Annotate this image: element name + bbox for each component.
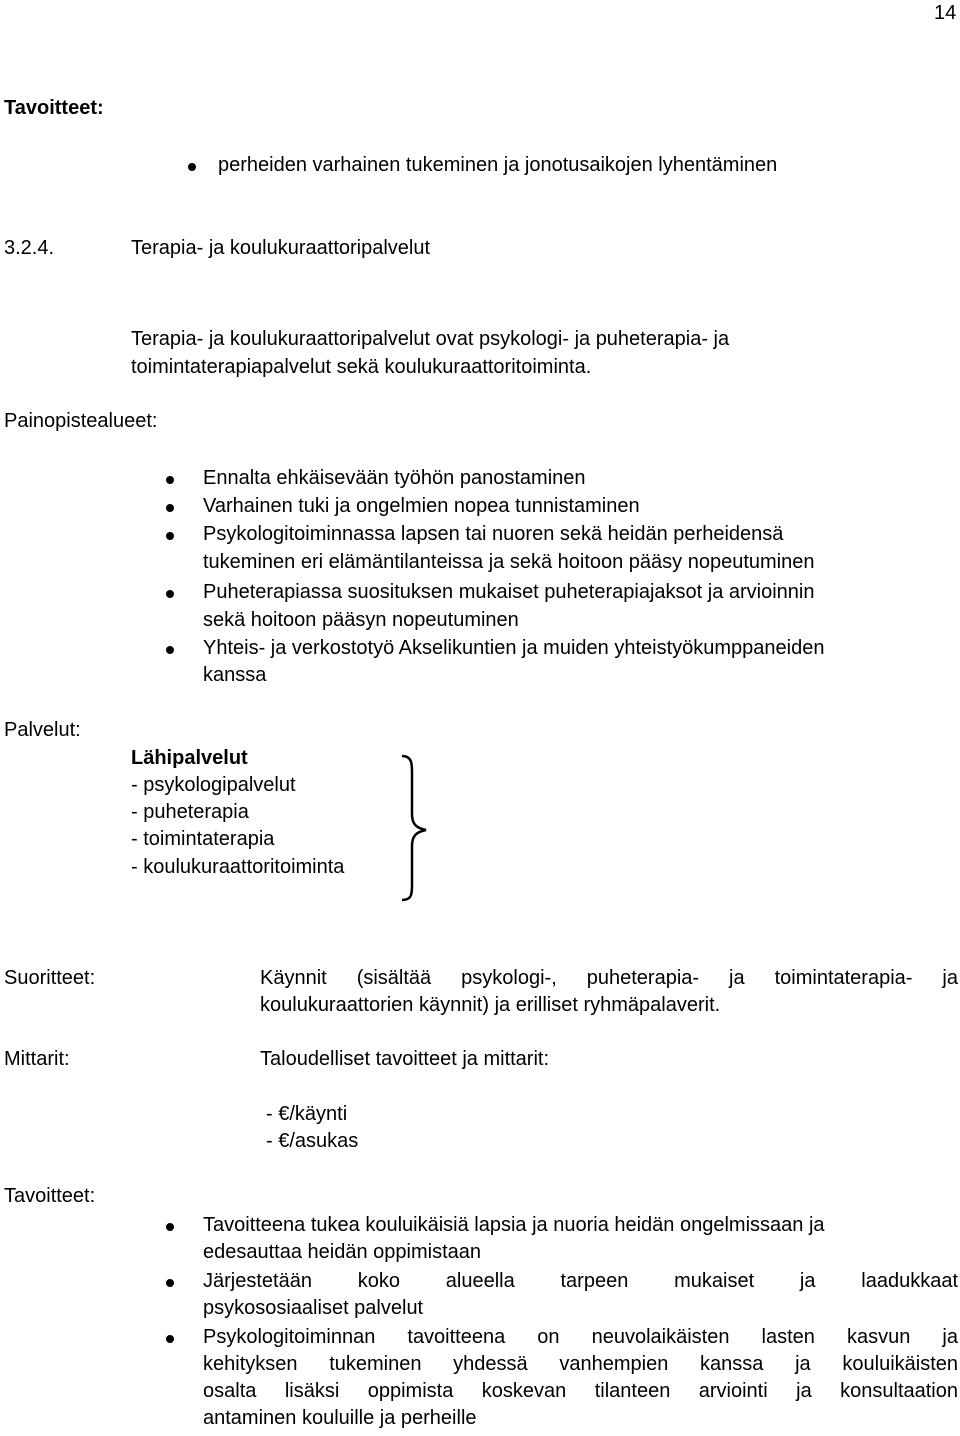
bullet-icon <box>166 532 174 540</box>
bullet-icon <box>166 590 174 598</box>
bullet-icon <box>166 476 174 484</box>
metrics-subheading: Taloudelliset tavoitteet ja mittarit: <box>260 1048 550 1070</box>
focus-item-cont: sekä hoitoon pääsyn nopeutuminen <box>203 609 519 631</box>
goal-item-cont: antaminen kouluille ja perheille <box>203 1407 477 1429</box>
focus-item: Ennalta ehkäisevään työhön panostaminen <box>203 467 586 489</box>
bullet-icon <box>166 504 174 512</box>
metric-item: - €/asukas <box>266 1130 359 1152</box>
goal-item: Järjestetään koko alueella tarpeen mukaiset ja laadukkaat <box>203 1270 958 1292</box>
focus-item: Psykologitoiminnassa lapsen tai nuoren sekä heidän perheidensä <box>203 523 784 545</box>
focus-item-cont: kanssa <box>203 664 267 686</box>
intro-line: Terapia- ja koulukuraattoripalvelut ovat psykologi- ja puheterapia- ja <box>131 328 730 350</box>
outputs-heading: Suoritteet: <box>4 967 96 989</box>
services-group-title: Lähipalvelut <box>131 747 248 769</box>
service-item: - puheterapia <box>131 801 249 823</box>
metrics-heading: Mittarit: <box>4 1048 70 1070</box>
goals-heading: Tavoitteet: <box>4 1185 96 1207</box>
focus-item-cont: tukeminen eri elämäntilanteissa ja sekä hoitoon pääsy nopeutuminen <box>203 551 815 573</box>
goal-item-cont: osalta lisäksi oppimista koskevan tilanteen arviointi ja konsultaation <box>203 1380 958 1402</box>
bullet-icon <box>166 1279 174 1287</box>
focus-item: Puheterapiassa suosituksen mukaiset puheterapiajaksot ja arvioinnin <box>203 581 815 603</box>
bullet-icon <box>166 1223 174 1231</box>
bullet-icon <box>188 163 196 171</box>
focus-item: Varhainen tuki ja ongelmien nopea tunnistaminen <box>203 495 640 517</box>
service-item: - koulukuraattoritoiminta <box>131 856 345 878</box>
focus-item: Yhteis- ja verkostotyö Akselikuntien ja muiden yhteistyökumppaneiden <box>203 637 825 659</box>
curly-brace-icon <box>396 754 436 904</box>
service-item: - psykologipalvelut <box>131 774 296 796</box>
goal-item-cont: kehityksen tukeminen yhdessä vanhempien kanssa ja kouluikäisten <box>203 1353 958 1375</box>
outputs-line: koulukuraattorien käynnit) ja erilliset ryhmäpalaverit. <box>260 994 721 1016</box>
focus-areas-heading: Painopistealueet: <box>4 410 158 432</box>
goal-item: Tavoitteena tukea kouluikäisiä lapsia ja nuoria heidän ongelmissaan ja <box>203 1214 825 1236</box>
section-number: 3.2.4. <box>4 237 55 259</box>
service-item: - toimintaterapia <box>131 828 275 850</box>
services-heading: Palvelut: <box>4 719 81 741</box>
bullet-icon <box>166 1335 174 1343</box>
section-title: Terapia- ja koulukuraattoripalvelut <box>131 237 431 259</box>
bullet-icon <box>166 646 174 654</box>
goal-item: perheiden varhainen tukeminen ja jonotusaikojen lyhentäminen <box>218 154 778 176</box>
goal-item: Psykologitoiminnan tavoitteena on neuvolaikäisten lasten kasvun ja <box>203 1326 958 1348</box>
goal-item-cont: psykososiaaliset palvelut <box>203 1297 424 1319</box>
goals-heading: Tavoitteet: <box>4 97 104 119</box>
outputs-line: Käynnit (sisältää psykologi-, puheterapia- ja toimintaterapia- ja <box>260 967 958 989</box>
metric-item: - €/käynti <box>266 1103 348 1125</box>
intro-line: toimintaterapiapalvelut sekä koulukuraattoritoiminta. <box>131 356 592 378</box>
page-number: 14 <box>934 2 957 24</box>
goal-item-cont: edesauttaa heidän oppimistaan <box>203 1241 481 1263</box>
